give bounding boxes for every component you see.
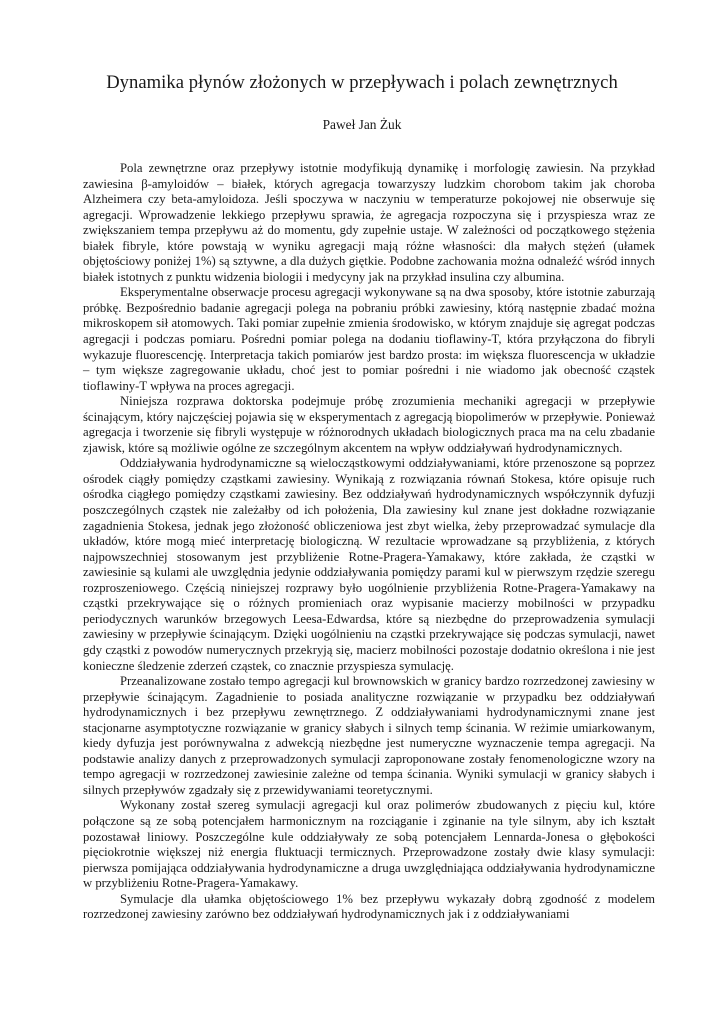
paragraph-1: Pola zewnętrzne oraz przepływy istotnie modyfikują dynamikę i morfologię zawiesin. Na przykład zawiesina β-amyloidów – białek, których agregacja towarzyszy ludzkim chorobom takim jak choroba Alzheimera czy beta-amyloidoza. Jeśli spoczywa w naczyniu w temperaturze pokojowej nie obserwuje się agregacji. Wprowadzenie lekkiego przepływu sprawia, że agregacja rozpoczyna się i przyspiesza wraz ze zwiększaniem tempa przepływu aż do momentu, gdy zupełnie ustaje. W zależności od początkowego stężenia białek fibryle, które powstają w wyniku agregacji mają różne własności: dla małych stężeń (ułamek objętościowy poniżej 1%) są sztywne, a dla dużych giętkie. Podobne zachowania można odnaleźć wśród innych białek istotnych z punktu widzenia biologii i medycyny jak na przykład insulina czy albumina.	[83, 161, 655, 284]
paragraph-6: Wykonany został szereg symulacji agregacji kul oraz polimerów zbudowanych z pięciu kul, które połączone są ze sobą potencjałem harmonicznym na rozciąganie i zginanie na tyle silnym, aby ich kształt pozostawał liniowy. Poszczególne kule oddziaływały ze sobą potencjałem Lennarda-Jonesa o głębokości pięciokrotnie większej niż energia fluktuacji termicznych. Przeprowadzone zostały dwie klasy symulacji: pierwsza pomijająca oddziaływania hydrodynamiczne a druga uwzględniająca oddziaływania hydrodynamiczne w przybliżeniu Rotne-Pragera-Yamakawy.	[83, 798, 655, 891]
paragraph-4: Oddziaływania hydrodynamiczne są wielocząstkowymi oddziaływaniami, które przenoszone są poprzez ośrodek ciągły pomiędzy cząstkami zawiesiny. Wynikają z rozwiązania równań Stokesa, które opisuje ruch ośrodka ciągłego pomiędzy cząstkami zawiesiny. Bez oddziaływań hydrodynamicznych współczynnik dyfuzji poszczególnych cząstek nie zależałby od ich położenia, Dla zawiesiny kul znane jest dokładne rozwiązanie zagadnienia Stokesa, jednak jego złożoność obliczeniowa jest zbyt wielka, żeby przeprowadzać symulacje dla układów, które mogą mieć interpretację biologiczną. W rezultacie wprowadzane są przybliżenia, z których najpowszechniej stosowanym jest przybliżenie Rotne-Pragera-Yamakawy, które zakłada, że cząstki w zawiesinie są kulami ale uwzględnia jedynie oddziaływania pomiędzy parami kul w pierwszym rzędzie szeregu rozproszeniowego. Częścią niniejszej rozprawy było uogólnienie przybliżenia Rotne-Pragera-Yamakawy na cząstki przekrywające się o różnych promieniach oraz wypisanie macierzy mobilności w przypadku periodycznych warunków brzegowych Leesa-Edwardsa, które są niezbędne do przeprowadzenia symulacji zawiesiny w przepływie ścinającym. Dzięki uogólnieniu na cząstki przekrywające się podczas symulacji, nawet gdy cząstki z powodów numerycznych przekryją się, macierz mobilności pozostaje dodatnio określona i nie jest konieczne śledzenie zderzeń cząstek, co znacznie przyspiesza symulację.	[83, 456, 655, 673]
paragraph-3: Niniejsza rozprawa doktorska podejmuje próbę zrozumienia mechaniki agregacji w przepływie ścinającym, który najczęściej pojawia się w eksperymentach z agregacją biopolimerów w przepływie. Ponieważ agregacja i tworzenie się fibryli występuje w różnorodnych układach biologicznych praca ma na celu zbadanie zjawisk, które są możliwie ogólne ze szczególnym akcentem na wpływ oddziaływań hydrodynamicznych.	[83, 394, 655, 455]
paragraph-7: Symulacje dla ułamka objętościowego 1% bez przepływu wykazały dobrą zgodność z modelem rozrzedzonej zawiesiny zarówno bez oddziaływań hydrodynamicznych jak i z oddziaływaniami	[83, 891, 655, 922]
document-body	[83, 161, 655, 923]
document-title: Dynamika płynów złożonych w przepływach i polach zewnętrznych	[106, 72, 618, 93]
document-author: Paweł Jan Żuk	[322, 117, 402, 132]
paragraph-2: Eksperymentalne obserwacje procesu agregacji wykonywane są na dwa sposoby, które istotnie zaburzają próbkę. Bezpośrednio badanie agregacji polega na pobraniu próbki zawiesiny, którą następnie zbadać można mikroskopem sił atomowych. Taki pomiar zupełnie zmienia środowisko, w którym znajduje się agregat podczas agregacji i podczas pomiaru. Pośredni pomiar polega na dodaniu tioflawiny-T, która przyłączona do fibryli wykazuje fluorescencję. Interpretacja takich pomiarów jest bardzo prosta: im większa fluorescencja w układzie – tym większe zagregowanie układu, choć jest to pomiar pośredni i nie wiadomo jak obecność cząstek tioflawiny-T wpływa na proces agregacji.	[83, 285, 655, 393]
paragraph-5: Przeanalizowane zostało tempo agregacji kul brownowskich w granicy bardzo rozrzedzonej zawiesiny w przepływie ścinającym. Zagadnienie to posiada analityczne rozwiązanie w przypadku bez oddziaływań hydrodynamicznych i bez przepływu zewnętrznego. Z oddziaływaniami hydrodynamicznymi znane jest stacjonarne asymptotyczne rozwiązanie w granicy słabych i silnych temp ścinania. W reżimie umiarkowanym, kiedy dyfuzja jest porównywalna z adwekcją niezbędne jest numeryczne wyznaczenie tempa agregacji. Na podstawie analizy danych z przeprowadzonych symulacji zaproponowane zostały fenomenologiczne wzory na tempo agregacji w rozrzedzonej zawiesinie zależne od tempa ścinania. Wyniki symulacji w granicy słabych i silnych przepływów zgadzały się z przewidywaniami teoretycznymi.	[83, 674, 655, 797]
